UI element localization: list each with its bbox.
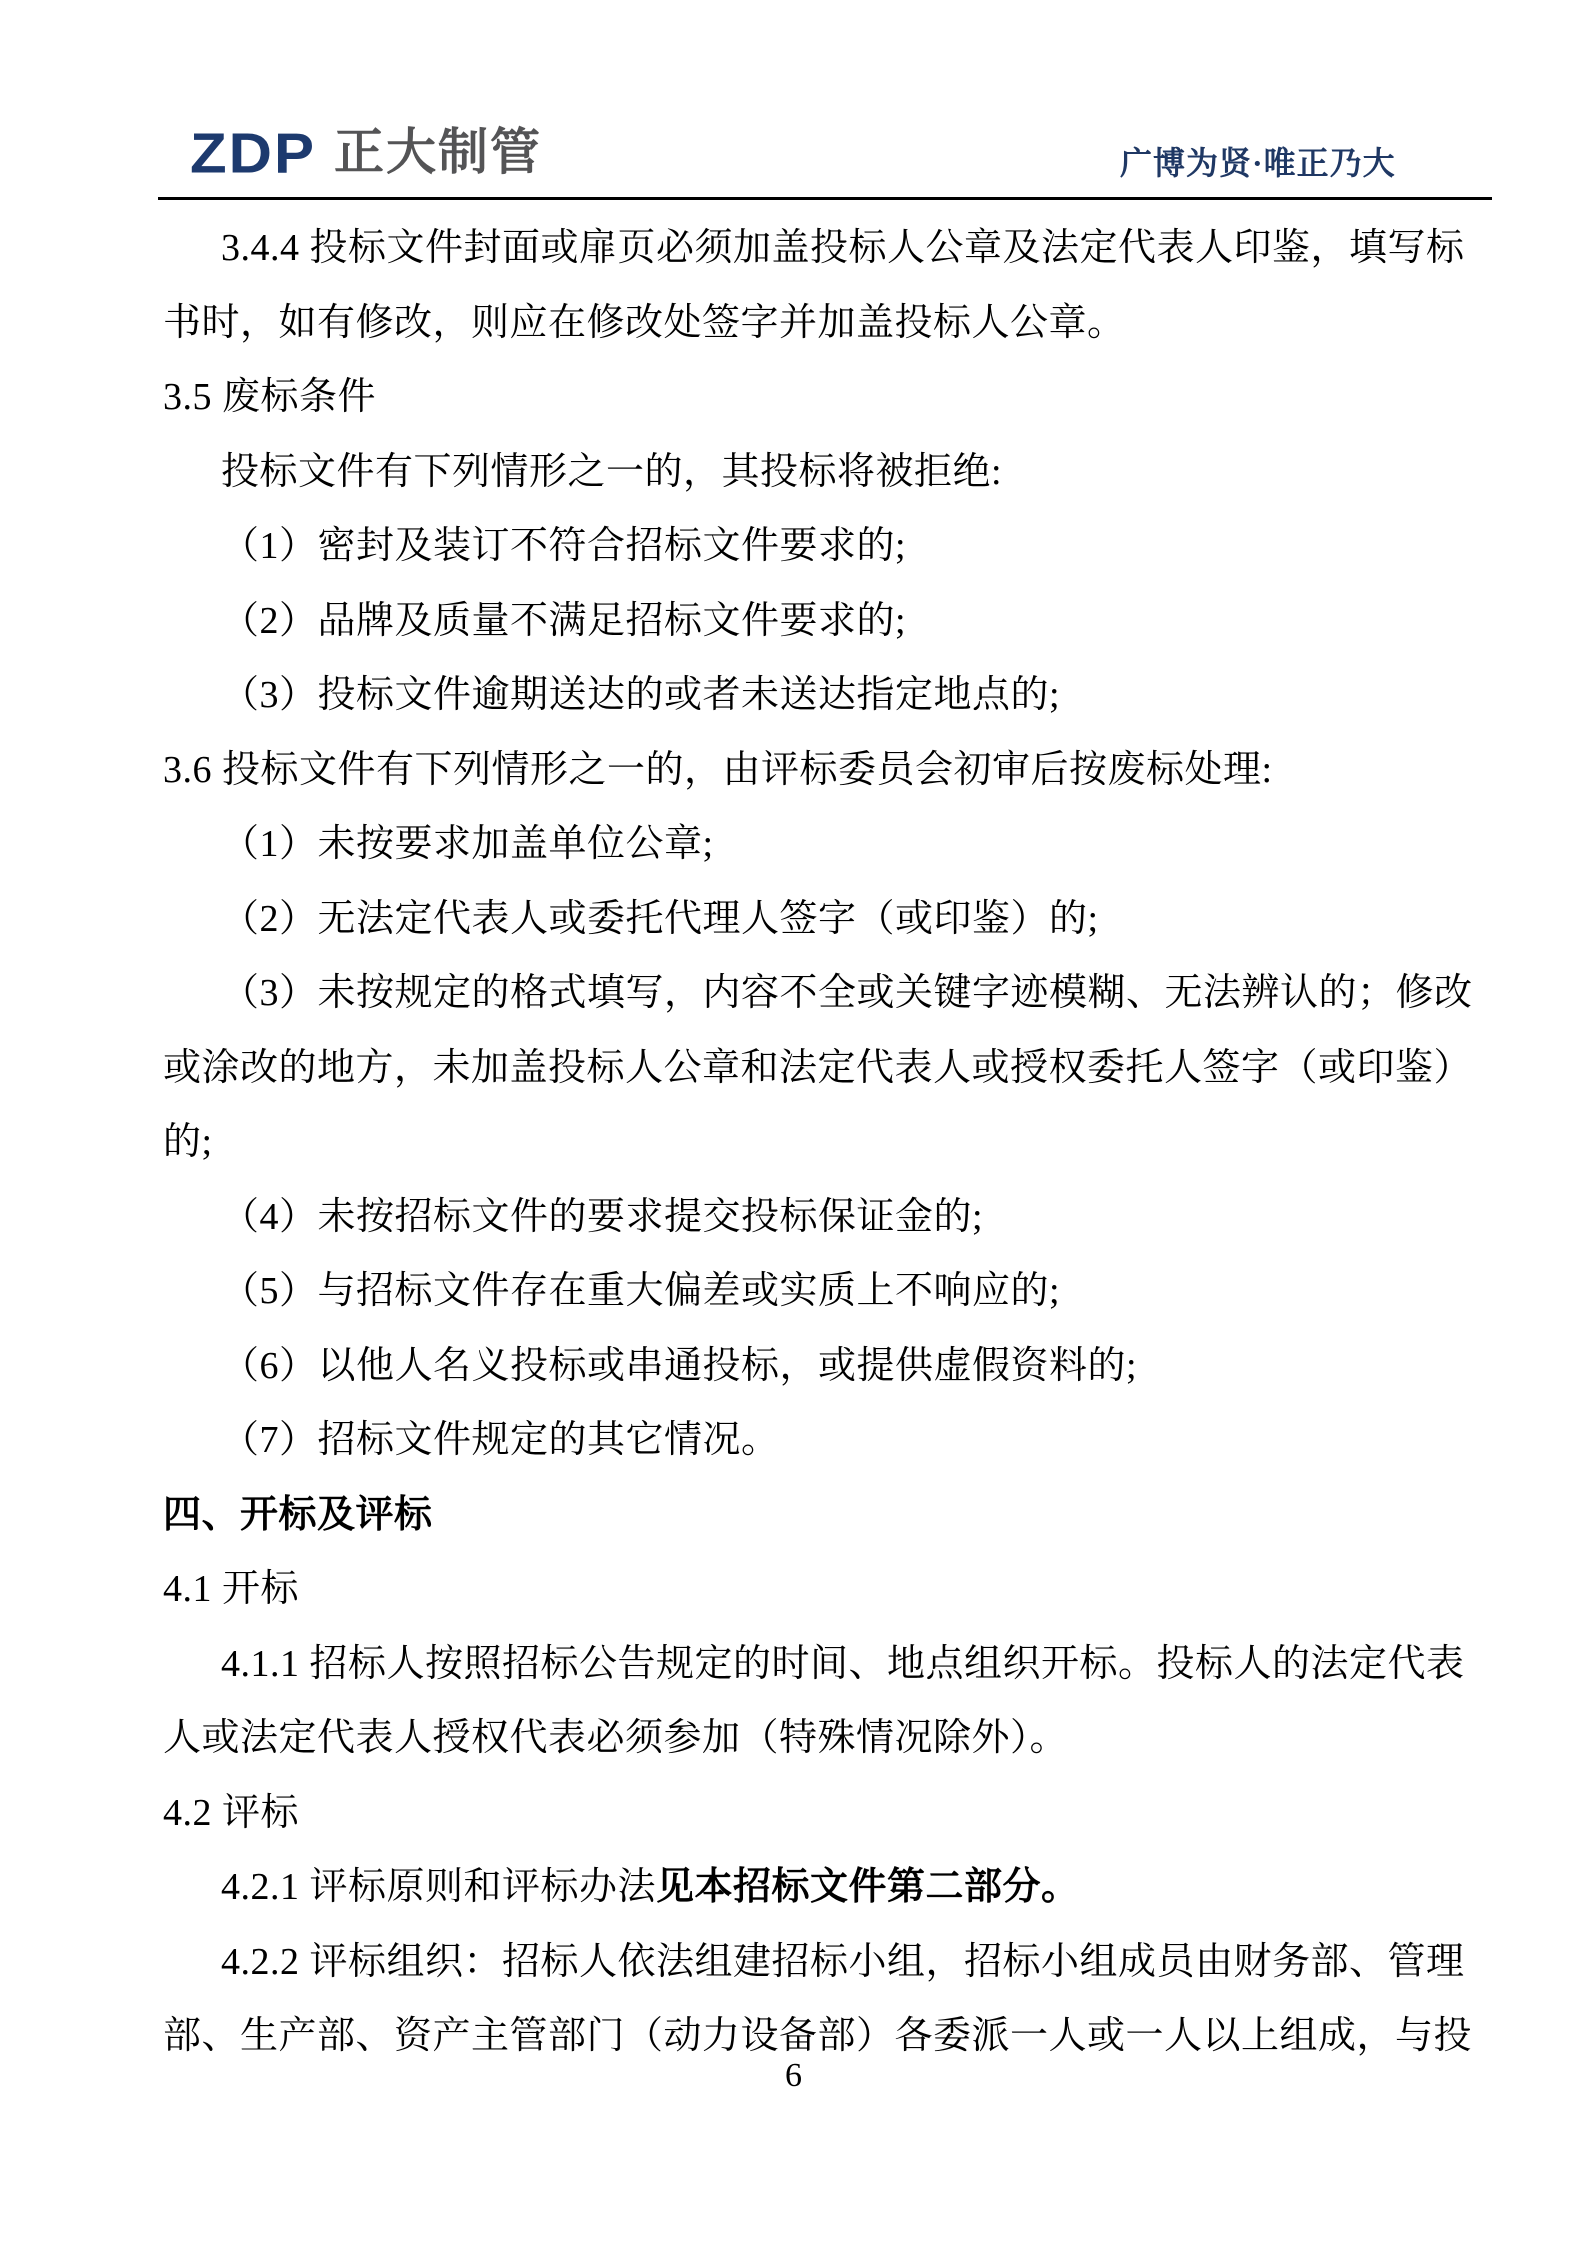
document-line bbox=[163, 807, 1495, 882]
text-segment: （1）密封及装订不符合招标文件要求的; bbox=[221, 525, 907, 567]
text-segment: 四、开标及评标 bbox=[163, 1493, 433, 1536]
text-segment: （2）品牌及质量不满足招标文件要求的; bbox=[221, 599, 907, 642]
text-segment: 4.2.2 评标组织：招标人依法组建招标小组，招标小组成员由财务部、管理 bbox=[221, 1940, 1465, 1983]
document-line bbox=[163, 1329, 1495, 1404]
text-segment: 部、生产部、资产主管部门（动力设备部）各委派一人或一人以上组成，与投 bbox=[163, 2015, 1473, 2057]
text-segment: （3）投标文件逾期送达的或者未送达指定地点的; bbox=[221, 674, 1061, 716]
text-segment: （4）未按招标文件的要求提交投标保证金的; bbox=[221, 1195, 984, 1238]
document-line bbox=[163, 1850, 1495, 1925]
text-segment: （5）与招标文件存在重大偏差或实质上不响应的; bbox=[221, 1270, 1061, 1312]
text-segment: 书时，如有修改，则应在修改处签字并加盖投标人公章。 bbox=[163, 301, 1126, 344]
document-line bbox=[163, 211, 1495, 286]
company-name: 正大制管 bbox=[334, 124, 542, 180]
text-segment: 4.1 开标 bbox=[163, 1568, 300, 1610]
document-line bbox=[163, 1031, 1495, 1106]
text-segment: （7）招标文件规定的其它情况。 bbox=[221, 1419, 780, 1461]
document-line bbox=[163, 1105, 1495, 1180]
document-line bbox=[163, 360, 1495, 435]
document-body bbox=[163, 211, 1495, 2074]
text-segment: （3）未按规定的格式填写，内容不全或关键字迹模糊、无法辨认的；修改 bbox=[221, 972, 1473, 1014]
text-segment: 4.2.1 评标原则和评标办法 bbox=[221, 1866, 657, 1908]
document-line bbox=[163, 1925, 1495, 2000]
document-line bbox=[163, 956, 1495, 1031]
text-segment: （2）无法定代表人或委托代理人签字（或印鉴）的; bbox=[221, 897, 1099, 940]
document-line bbox=[163, 1254, 1495, 1329]
text-segment: 或涂改的地方，未加盖投标人公章和法定代表人或授权委托人签字（或印鉴） bbox=[163, 1046, 1473, 1089]
text-segment: 4.2 评标 bbox=[163, 1791, 300, 1834]
text-segment: （6）以他人名义投标或串通投标，或提供虚假资料的; bbox=[221, 1344, 1138, 1387]
text-segment: （1）未按要求加盖单位公章; bbox=[221, 823, 714, 865]
document-line bbox=[163, 286, 1495, 361]
page-footer bbox=[0, 2056, 1587, 2096]
document-line bbox=[163, 1403, 1495, 1478]
document-line bbox=[163, 1478, 1495, 1553]
document-line bbox=[163, 882, 1495, 957]
document-line bbox=[163, 733, 1495, 808]
text-segment: 的; bbox=[163, 1121, 213, 1163]
document-line bbox=[163, 584, 1495, 659]
document-line bbox=[163, 435, 1495, 510]
document-line bbox=[163, 1552, 1495, 1627]
company-logo bbox=[190, 121, 542, 185]
page-number: 6 bbox=[785, 2057, 802, 2094]
zdp-logo-mark: ZDP bbox=[190, 121, 316, 185]
text-segment: 见本招标文件第二部分。 bbox=[656, 1866, 1080, 1908]
document-line bbox=[163, 1701, 1495, 1776]
text-segment: 3.5 废标条件 bbox=[163, 376, 377, 418]
header-slogan: 广博为贤·唯正乃大 bbox=[1120, 145, 1396, 181]
text-segment: 3.6 投标文件有下列情形之一的，由评标委员会初审后按废标处理: bbox=[163, 748, 1273, 791]
document-line bbox=[163, 1627, 1495, 1702]
text-segment: 投标文件有下列情形之一的，其投标将被拒绝: bbox=[221, 450, 1003, 493]
document-line bbox=[163, 658, 1495, 733]
text-segment: 4.1.1 招标人按照招标公告规定的时间、地点组织开标。投标人的法定代表 bbox=[221, 1642, 1465, 1685]
header-rule bbox=[158, 197, 1492, 200]
document-line bbox=[163, 1180, 1495, 1255]
document-line bbox=[163, 509, 1495, 584]
document-line bbox=[163, 1776, 1495, 1851]
text-segment: 人或法定代表人授权代表必须参加（特殊情况除外）。 bbox=[163, 1717, 1069, 1759]
text-segment: 3.4.4 投标文件封面或扉页必须加盖投标人公章及法定代表人印鉴，填写标 bbox=[221, 227, 1465, 269]
